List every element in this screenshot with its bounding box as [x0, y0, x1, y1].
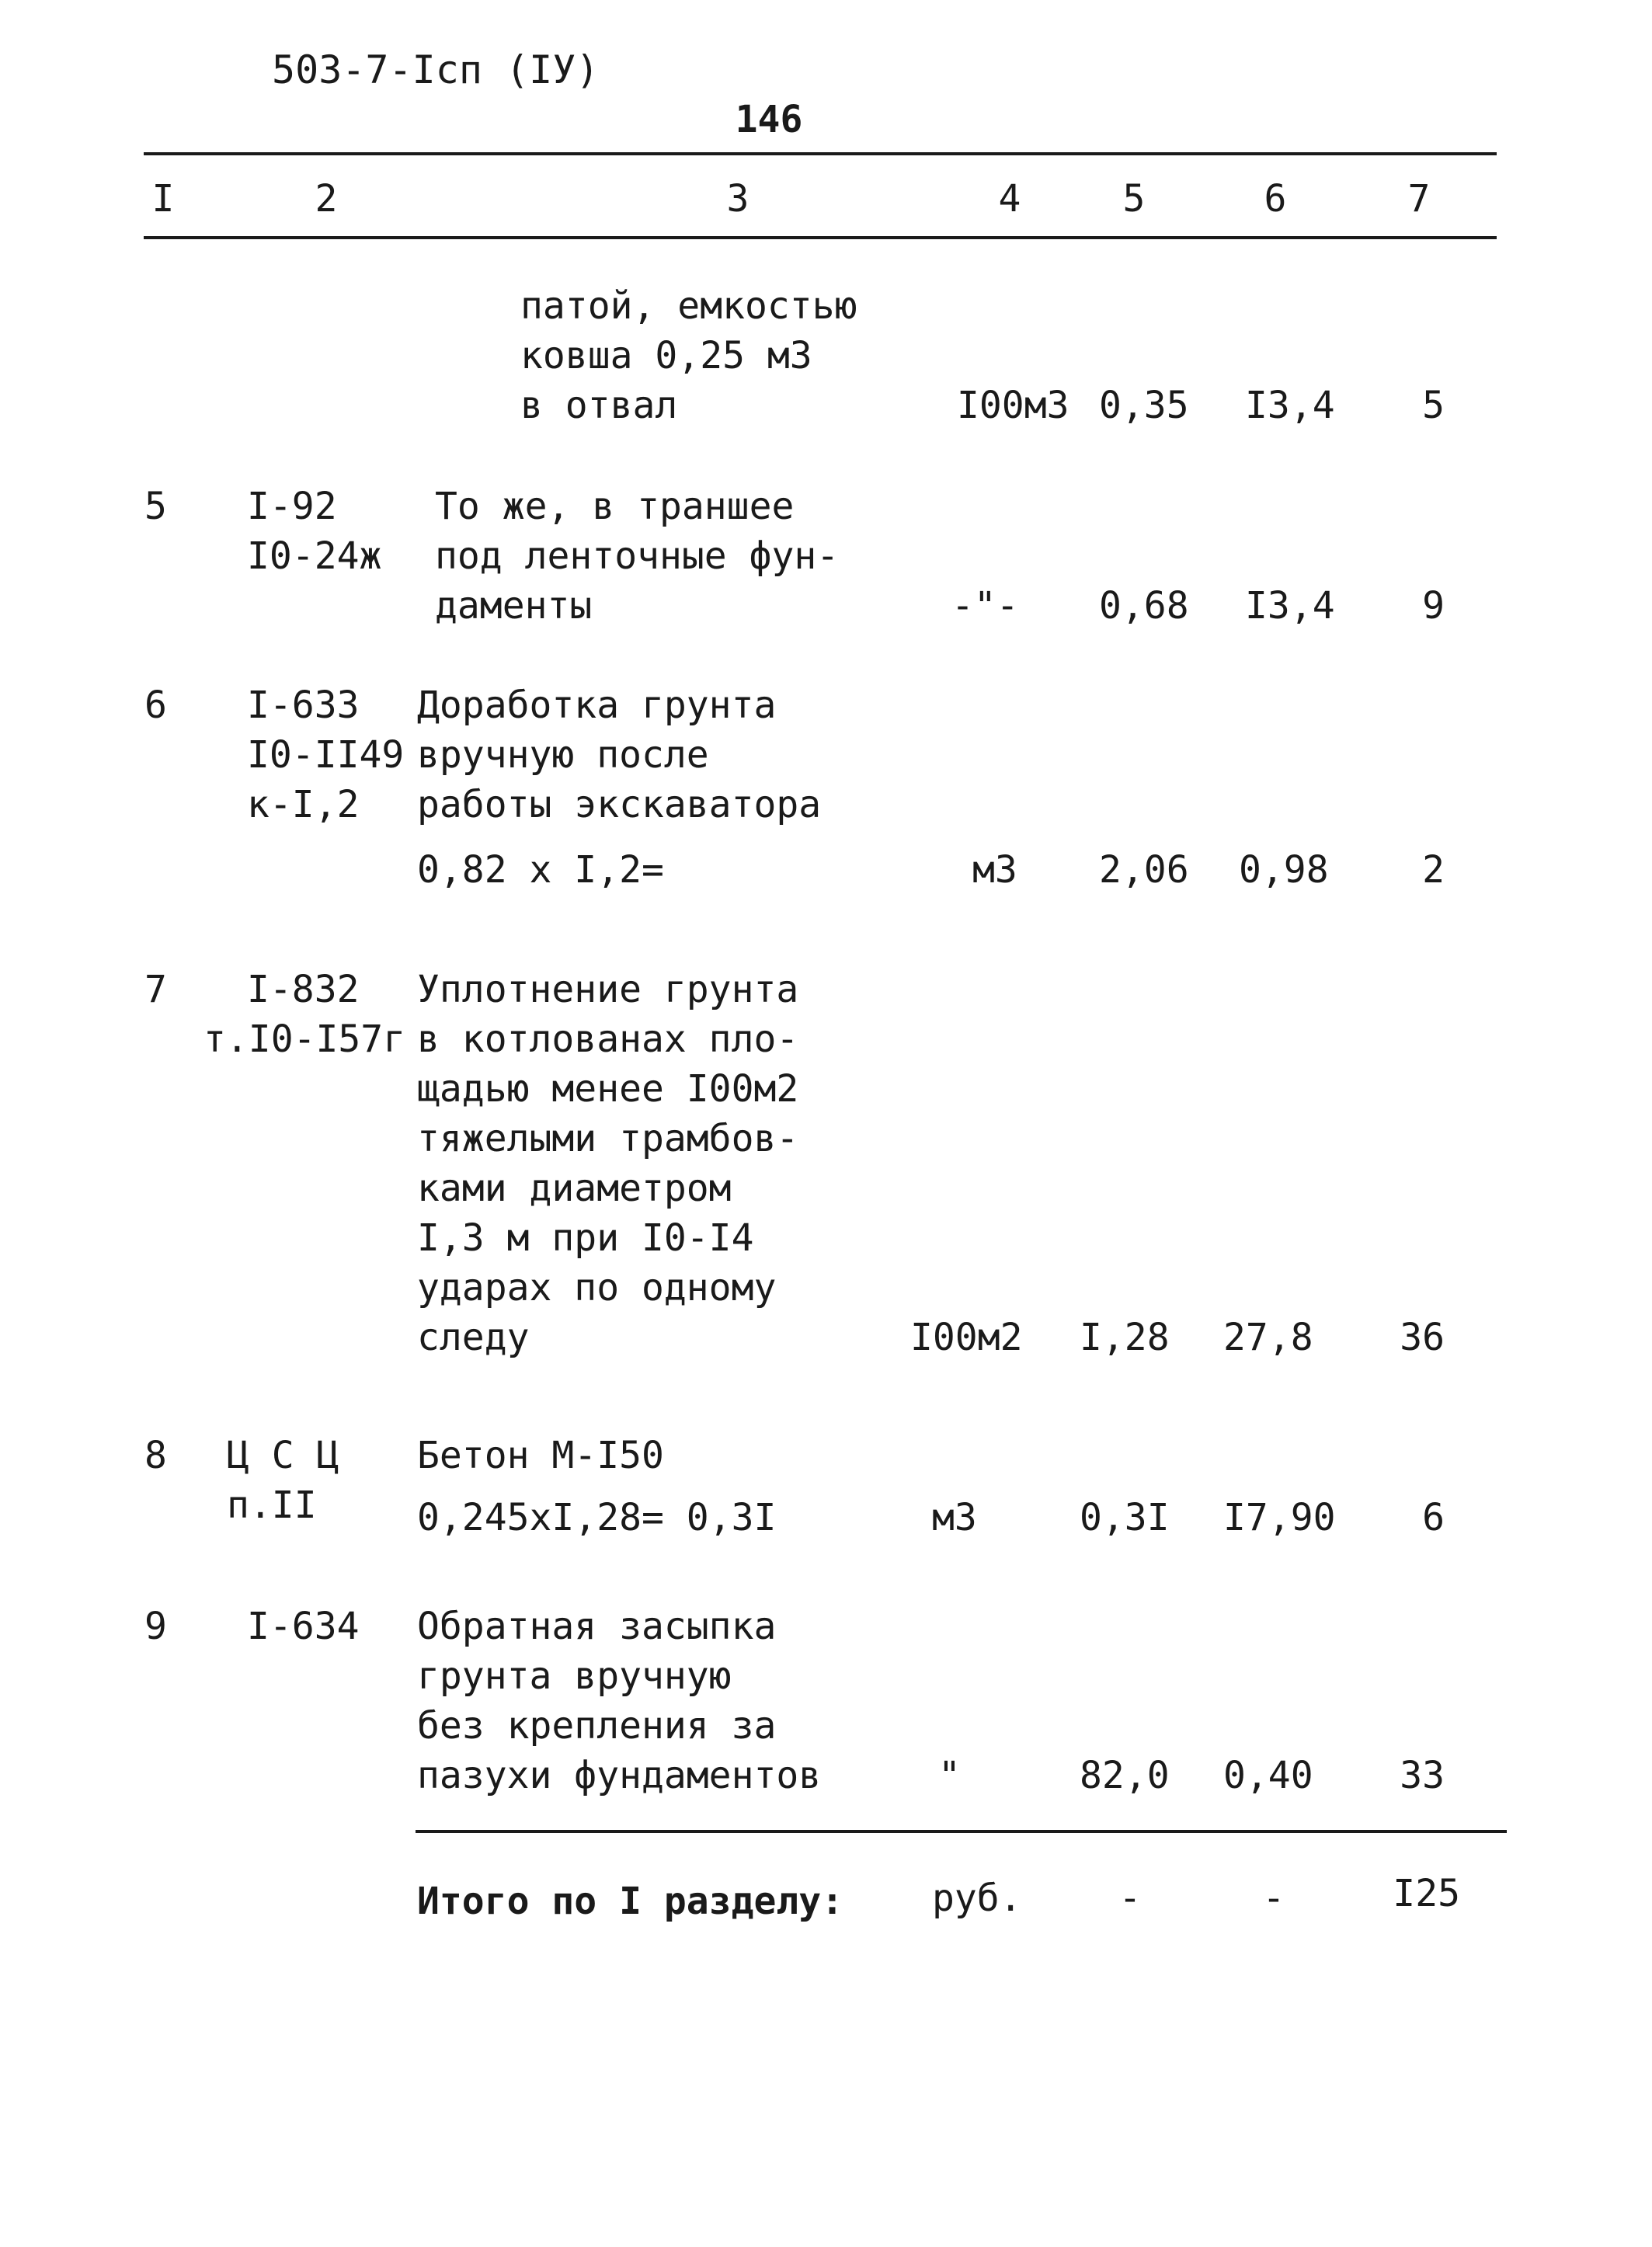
row-description-line: тяжелыми трамбов-	[417, 1117, 799, 1160]
summary-unit-price: -	[1262, 1877, 1285, 1920]
row-description-line: Бетон М-I50	[417, 1434, 664, 1477]
row-total: 33	[1400, 1754, 1445, 1797]
document-code: 503-7-Iсп (IУ)	[272, 47, 600, 92]
row-number: 8	[144, 1434, 167, 1477]
row-unit-price: I7,90	[1223, 1496, 1336, 1539]
row-description-line: То же, в траншее	[435, 485, 795, 528]
row-description-line: патой, емкостью	[520, 284, 857, 328]
summary-label: Итого по I разделу:	[417, 1880, 844, 1923]
row-description-line: Доработка грунта	[417, 683, 777, 727]
row-quantity: 0,35	[1099, 384, 1189, 427]
row-total: 9	[1422, 584, 1445, 628]
row-description-line: ударах по одному	[417, 1266, 777, 1310]
page-number: 146	[735, 98, 803, 141]
row-description-line: ковша 0,25 м3	[520, 334, 812, 377]
row-code-line: т.I0-I57г	[203, 1017, 406, 1061]
column-header-7: 7	[1407, 177, 1431, 221]
row-unit: I00м3	[957, 384, 1069, 427]
row-code-line: I0-II49	[247, 733, 405, 777]
row-calculation: 0,82 x I,2=	[417, 848, 664, 892]
row-code-line: I-634	[247, 1605, 360, 1648]
table-top-rule	[144, 152, 1497, 155]
row-description-line: Уплотнение грунта	[417, 968, 799, 1011]
row-code-line: I0-24ж	[247, 534, 382, 578]
row-total: 2	[1422, 848, 1445, 892]
column-header-6: 6	[1264, 177, 1287, 221]
row-unit-price: 0,40	[1223, 1754, 1313, 1797]
row-description-line: следу	[417, 1316, 530, 1359]
row-description-line: даменты	[435, 584, 593, 628]
row-unit: м3	[932, 1496, 977, 1539]
row-calculation: 0,245xI,28= 0,3I	[417, 1496, 777, 1539]
header-bottom-rule	[144, 236, 1497, 239]
summary-total: I25	[1393, 1872, 1460, 1915]
row-description-line: без крепления за	[417, 1704, 777, 1748]
row-unit-price: 27,8	[1223, 1316, 1313, 1359]
row-quantity: 2,06	[1099, 848, 1189, 892]
row-unit-price: 0,98	[1239, 848, 1329, 892]
row-description-line: вручную после	[417, 733, 709, 777]
row-quantity: 82,0	[1080, 1754, 1170, 1797]
row-total: 5	[1422, 384, 1445, 427]
row-description-line: в котлованах пло-	[417, 1017, 799, 1061]
row-description-line: работы экскаватора	[417, 783, 822, 826]
row-code-line: Ц С Ц	[227, 1434, 339, 1477]
row-quantity: I,28	[1080, 1316, 1170, 1359]
row-description-line: I,3 м при I0-I4	[417, 1216, 754, 1260]
row-number: 6	[144, 683, 167, 727]
summary-unit: руб.	[932, 1877, 1022, 1920]
summary-rule	[416, 1830, 1507, 1833]
summary-quantity: -	[1118, 1877, 1142, 1920]
row-total: 36	[1400, 1316, 1445, 1359]
row-code-line: I-92	[247, 485, 337, 528]
row-unit-price: I3,4	[1245, 584, 1335, 628]
row-description-line: ками диаметром	[417, 1167, 732, 1210]
row-description-line: Обратная засыпка	[417, 1605, 777, 1648]
row-description-line: щадью менее I00м2	[417, 1067, 799, 1111]
row-unit: -"-	[951, 584, 1019, 628]
column-header-5: 5	[1122, 177, 1146, 221]
column-header-4: 4	[998, 177, 1021, 221]
row-number: 5	[144, 485, 167, 528]
column-header-1: I	[151, 177, 175, 221]
row-unit-price: I3,4	[1245, 384, 1335, 427]
row-code-line: I-633	[247, 683, 360, 727]
row-number: 9	[144, 1605, 167, 1648]
row-description-line: пазухи фундаментов	[417, 1754, 822, 1797]
row-quantity: 0,68	[1099, 584, 1189, 628]
row-code-line: п.II	[227, 1484, 317, 1527]
row-description-line: грунта вручную	[417, 1654, 732, 1698]
row-unit: "	[938, 1754, 961, 1797]
row-code-line: к-I,2	[247, 783, 360, 826]
row-description-line: под ленточные фун-	[435, 534, 840, 578]
row-total: 6	[1422, 1496, 1445, 1539]
column-header-3: 3	[726, 177, 749, 221]
row-number: 7	[144, 968, 167, 1011]
row-unit: м3	[972, 848, 1017, 892]
row-unit: I00м2	[910, 1316, 1023, 1359]
column-header-2: 2	[315, 177, 338, 221]
row-code-line: I-832	[247, 968, 360, 1011]
row-quantity: 0,3I	[1080, 1496, 1170, 1539]
row-description-line: в отвал	[520, 384, 678, 427]
